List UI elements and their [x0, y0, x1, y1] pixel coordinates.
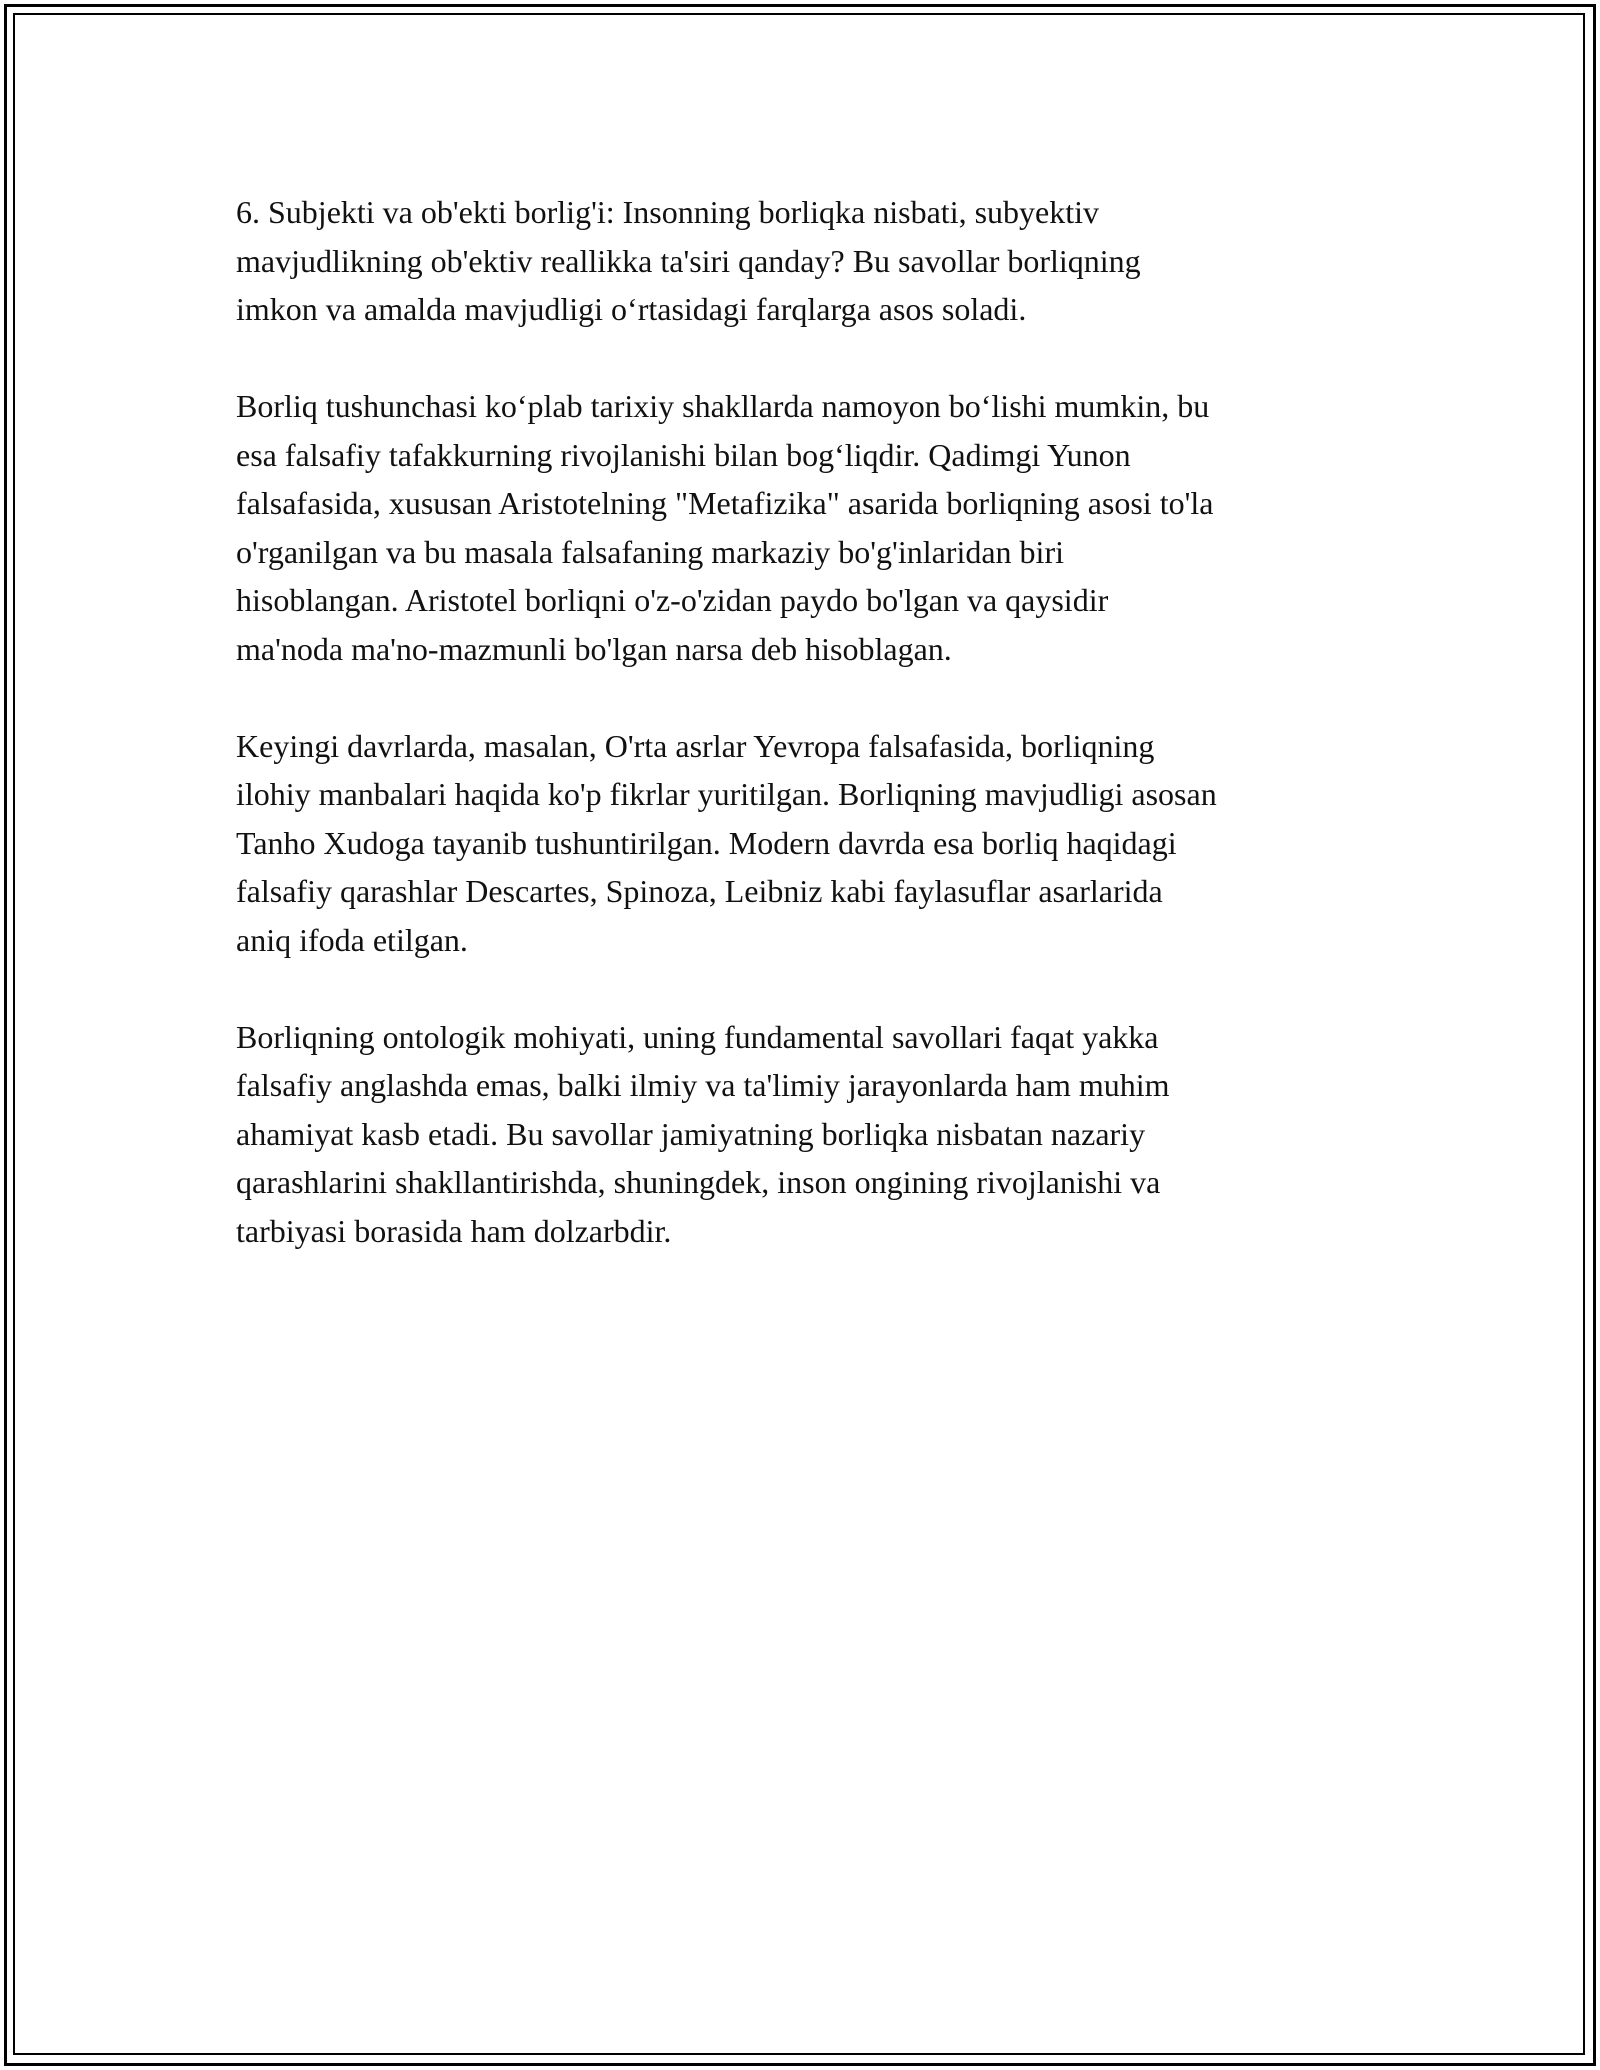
text-line: tarbiyasi borasida ham dolzarbdir.: [236, 1212, 672, 1249]
text-line: imkon va amalda mavjudligi o‘rtasidagi farqlarga asos soladi.: [236, 291, 1027, 327]
text-line: Borliq tushunchasi ko‘plab tarixiy shakllarda namoyon bo‘lishi mumkin, bu: [236, 388, 1210, 424]
text-line: falsafiy anglashda emas, balki ilmiy va ta'limiy jarayonlarda ham muhim: [236, 1067, 1170, 1103]
text-line: ilohiy manbalari haqida ko'p fikrlar yuritilgan. Borliqning mavjudligi asosan: [236, 776, 1217, 812]
paragraph-1: [236, 188, 1371, 334]
paragraph-3: [236, 722, 1371, 965]
paragraph-2: [236, 382, 1371, 673]
text-line: 6. Subjekti va ob'ekti borlig'i: Insonning borliqka nisbati, subyektiv: [236, 194, 1100, 230]
text-line: ma'noda ma'no-mazmunli bo'lgan narsa deb hisoblagan.: [236, 630, 952, 667]
text-line: Borliqning ontologik mohiyati, uning fundamental savollari faqat yakka: [236, 1018, 1159, 1055]
paragraph-4: [236, 1013, 1371, 1256]
document-body: [236, 188, 1371, 1304]
text-line: falsafasida, xususan Aristotelning "Metafizika" asarida borliqning asosi to'la: [236, 485, 1214, 521]
text-line: hisoblangan. Aristotel borliqni o'z-o'zidan paydo bo'lgan va qaysidir: [236, 582, 1109, 618]
text-line: mavjudlikning ob'ektiv reallikka ta'siri qanday? Bu savollar borliqning: [236, 242, 1141, 279]
text-line: qarashlarini shakllantirishda, shuningdek, inson ongining rivojlanishi va: [236, 1164, 1161, 1200]
text-line: falsafiy qarashlar Descartes, Spinoza, Leibniz kabi faylasuflar asarlarida: [236, 873, 1163, 909]
text-line: aniq ifoda etilgan.: [236, 921, 468, 958]
text-line: esa falsafiy tafakkurning rivojlanishi bilan bog‘liqdir. Qadimgi Yunon: [236, 436, 1131, 473]
text-line: Tanho Xudoga tayanib tushuntirilgan. Modern davrda esa borliq haqidagi: [236, 824, 1177, 861]
text-line: o'rganilgan va bu masala falsafaning markaziy bo'g'inlaridan biri: [236, 533, 1064, 570]
text-line: ahamiyat kasb etadi. Bu savollar jamiyatning borliqka nisbatan nazariy: [236, 1115, 1146, 1152]
text-line: Keyingi davrlarda, masalan, O'rta asrlar Yevropa falsafasida, borliqning: [236, 727, 1155, 764]
